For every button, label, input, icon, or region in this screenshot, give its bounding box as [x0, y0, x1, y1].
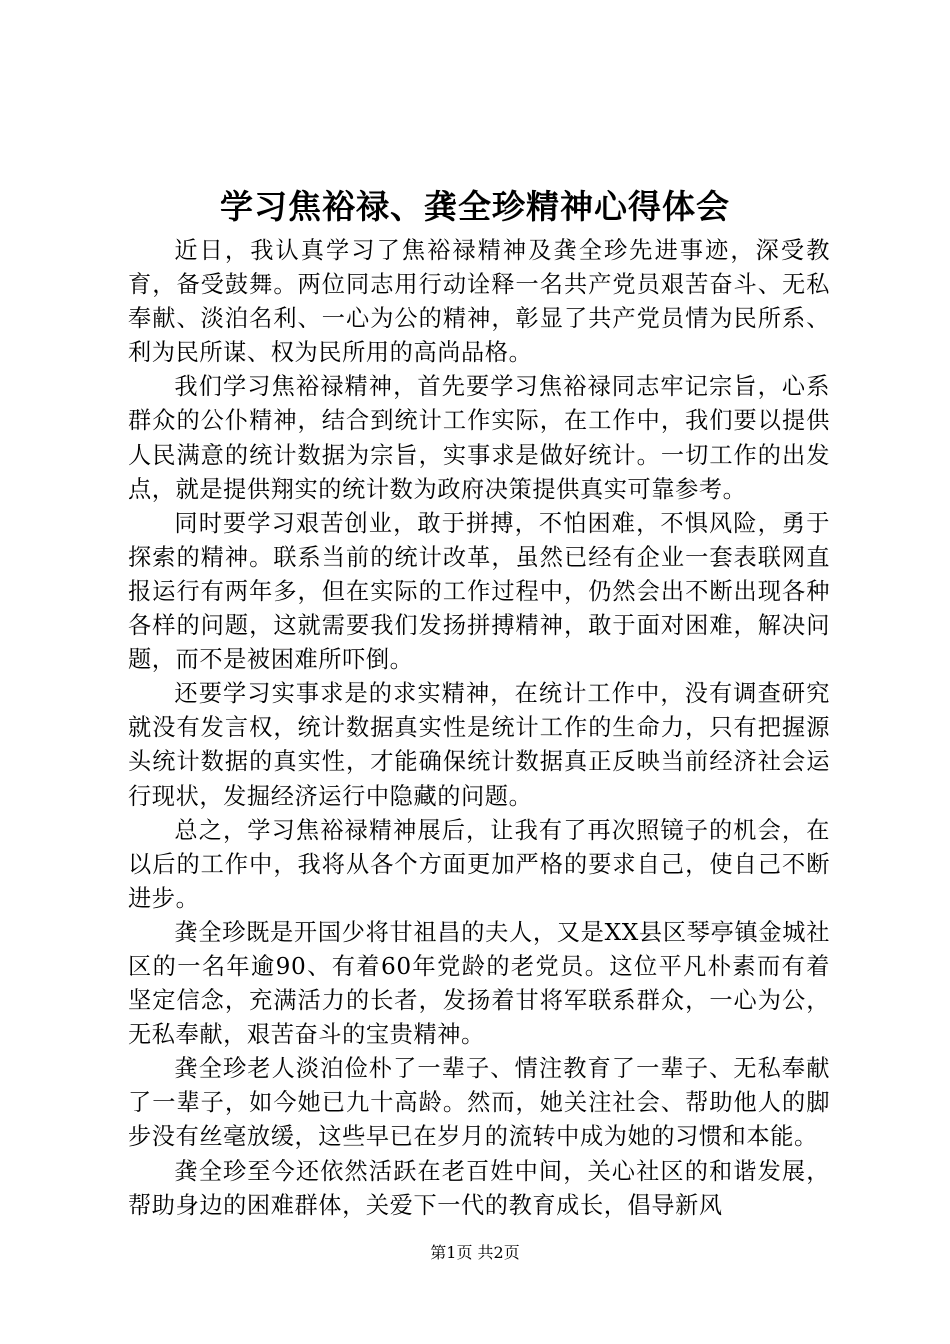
paragraph: 同时要学习艰苦创业，敢于拼搏，不怕困难，不惧风险，勇于探索的精神。联系当前的统计改革，虽然已经有企业一套表联网直报运行有两年多，但在实际的工作过程中，仍然会出不断出现各种各样的问题，这就需要我们发扬拼搏精神，敢于面对困难，解决问题，而不是被困难所吓倒。: [128, 509, 830, 674]
document-title: 学习焦裕禄、龚全珍精神心得体会: [220, 187, 730, 226]
page-number-footer: 第1页 共2页: [430, 1243, 520, 1262]
paragraph: 龚全珍老人淡泊俭朴了一辈子、情注教育了一辈子、无私奉献了一辈子，如今她已九十高龄。然而，她关注社会、帮助他人的脚步没有丝毫放缓，这些早已在岁月的流转中成为她的习惯和本能。: [128, 1055, 830, 1151]
paragraph: 龚全珍既是开国少将甘祖昌的夫人，又是XX县区琴亭镇金城社区的一名年逾90、有着60年党龄的老党员。这位平凡朴素而有着坚定信念，充满活力的长者，发扬着甘将军联系群众，一心为公，无私奉献，艰苦奋斗的宝贵精神。: [128, 918, 830, 1049]
paragraph: 我们学习焦裕禄精神，首先要学习焦裕禄同志牢记宗旨，心系群众的公仆精神，结合到统计工作实际，在工作中，我们要以提供人民满意的统计数据为宗旨，实事求是做好统计。一切工作的出发点，就是提供翔实的统计数为政府决策提供真实可靠参考。: [128, 373, 830, 503]
paragraph: 总之，学习焦裕禄精神展后，让我有了再次照镜子的机会，在以后的工作中，我将从各个方面更加严格的要求自己，使自己不断进步。: [128, 816, 830, 912]
paragraph: 近日，我认真学习了焦裕禄精神及龚全珍先进事迹，深受教育，备受鼓舞。两位同志用行动诠释一名共产党员艰苦奋斗、无私奉献、淡泊名利、一心为公的精神，彰显了共产党员情为民所系、利为民所谋、权为民所用的高尚品格。: [128, 237, 830, 367]
paragraph: 龚全珍至今还依然活跃在老百姓中间，关心社区的和谐发展，帮助身边的困难群体，关爱下一代的教育成长，倡导新风: [128, 1157, 830, 1219]
document-body: [128, 234, 830, 1219]
paragraph: 还要学习实事求是的求实精神，在统计工作中，没有调查研究就没有发言权，统计数据真实性是统计工作的生命力，只有把握源头统计数据的真实性，才能确保统计数据真正反映当前经济社会运行现状，发掘经济运行中隐藏的问题。: [128, 680, 830, 810]
